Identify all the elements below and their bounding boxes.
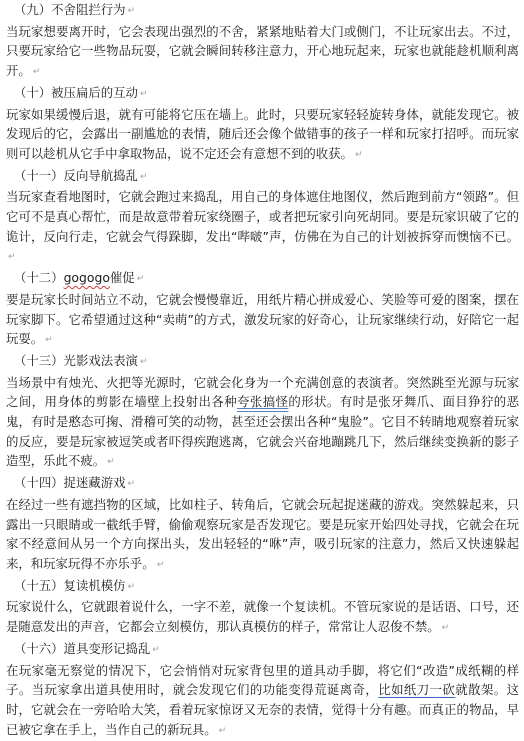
paragraph-mark-icon: ↵ — [128, 2, 136, 22]
section-body-13 — [6, 373, 519, 474]
section-body-14 — [6, 495, 519, 576]
heading-text: （十三）光影戏法表演 — [14, 353, 138, 368]
body-text: 在玩家毫无察觉的情况下，它会悄悄对玩家背包里的道具动手脚，将它们“改造”成纸糊的样子。当玩家拿出道具使用时，就会发现它们的功能变得荒诞离奇， — [6, 663, 519, 698]
section-body-10 — [6, 105, 519, 166]
heading-text: （十一）反向导航捣乱 — [14, 168, 138, 183]
heading-text: （十四）捉迷藏游戏 — [14, 475, 126, 490]
paragraph-mark-icon: ↵ — [8, 248, 16, 268]
paragraph-mark-icon: ↵ — [157, 556, 165, 576]
paragraph-mark-icon: ↵ — [442, 619, 450, 639]
heading-text: （十六）道具变形记捣乱 — [14, 641, 150, 656]
paragraph-mark-icon: ↵ — [219, 722, 227, 741]
grammar-flagged-text[interactable]: 比如纸刀一砍 — [378, 682, 455, 697]
body-text: 在经过一些有遮挡物的区域，比如柱子、转角后，它就会玩起捉迷藏的游戏。突然躲起来，只露出一只眼睛或一截纸手臂，偷偷观察玩家是否发现它。要是玩家开始四处寻找，它就会在玩家不经意间从另一个方向探出头，发出轻轻的“咻”声，吸引玩家的注意力，然后又快速躲起来，和玩家玩得不亦乐乎。 — [6, 497, 519, 571]
paragraph-mark-icon: ↵ — [152, 641, 160, 661]
body-text: 当玩家想要离开时，它会表现出强烈的不舍，紧紧地贴着大门或侧门，不让玩家出去。不过，只要玩家给它一些物品玩耍，它就会瞬间转移注意力，开心地玩起来，玩家也就能趁机顺利离开。 — [6, 24, 519, 78]
body-text: 的形状。有时是张牙舞爪、面目狰狞的恶鬼，有时是憨态可掬、滑稽可笑的动物，甚至还会摆出各种“鬼脸”。它目不转睛地观察着玩家的反应，要是玩家被逗笑或者吓得疾跑逃离，它就会兴奋地蹦跳几下，然后继续变换新的影子造型，乐此不疲。 — [6, 394, 519, 468]
body-text: 要是玩家长时间站立不动，它就会慢慢靠近，用纸片精心拼成爱心、笑脸等可爱的图案，摆在玩家脚下。它希望通过这种“卖萌”的方式，激发玩家的好奇心，让玩家继续行动，好陪它一起玩耍。 — [6, 292, 519, 346]
paragraph-mark-icon: ↵ — [140, 353, 148, 373]
body-text: 玩家说什么，它就跟着说什么，一字不差，就像一个复读机。不管玩家说的是话语、口号，还是随意发出的声音，它都会立刻模仿，那认真模仿的样子，常常让人忍俊不禁。 — [6, 599, 519, 634]
paragraph-mark-icon: ↵ — [33, 63, 41, 83]
heading-text: （九）不舍阻拦行为 — [14, 2, 126, 17]
body-text: 当玩家查看地图时，它就会跑过来捣乱，用自己的身体遮住地图仪，然后跑到前方“领路”。但它可不是真心帮忙，而是故意带着玩家绕圈子，或者把玩家引向死胡同。要是玩家识破了它的诡计，反向行走，它就会气得跺脚，发出“哔啵”声，仿佛在为自己的计划被拆穿而懊恼不已。 — [6, 189, 519, 243]
paragraph-mark-icon: ↵ — [140, 85, 148, 105]
spellcheck-flagged-word[interactable]: gogogo — [64, 270, 110, 285]
paragraph-mark-icon: ↵ — [45, 331, 53, 351]
paragraph-mark-icon: ↵ — [107, 453, 115, 473]
heading-text: （十二） — [14, 270, 64, 285]
section-body-11 — [6, 187, 519, 268]
body-text: 玩家如果缓慢后退，就有可能将它压在墙上。此时，只要玩家轻轻旋转身体，就能发现它。被发现后的它，会露出一副尴尬的表情，随后还会像个做错事的孩子一样和玩家打招呼。而玩家则可以趁机从它手中拿取物品，说不定还会有意想不到的收获。 — [6, 107, 519, 161]
paragraph-mark-icon: ↵ — [355, 146, 363, 166]
section-heading-13 — [6, 351, 519, 373]
section-heading-15 — [6, 576, 519, 598]
paragraph-mark-icon: ↵ — [140, 168, 148, 188]
section-heading-10 — [6, 83, 519, 105]
section-body-15 — [6, 597, 519, 638]
body-text: 就散架。这时，它就会在一旁哈哈大笑，看着玩家惊讶又无奈的表情，觉得十分有趣。而真正的物品，早已被它拿在手上，当作自己的新玩具。 — [6, 682, 519, 736]
section-body-16 — [6, 661, 519, 741]
paragraph-mark-icon: ↵ — [128, 578, 136, 598]
paragraph-mark-icon: ↵ — [128, 475, 136, 495]
body-text: 当场景中有烛光、火把等光源时，它就会化身为一个充满创意的表演者。突然跳至光源与玩家之间，用身体的剪影在墙壁上投射出各种 — [6, 375, 519, 410]
section-heading-14 — [6, 473, 519, 495]
heading-text: （十）被压扁后的互动 — [14, 85, 138, 100]
section-body-9 — [6, 22, 519, 83]
paragraph-mark-icon: ↵ — [137, 270, 145, 290]
section-heading-9 — [6, 0, 519, 22]
grammar-flagged-text[interactable]: 夸张搞怪 — [237, 394, 288, 409]
section-heading-12 — [6, 268, 519, 290]
heading-text: （十五）复读机模仿 — [14, 578, 126, 593]
section-heading-16 — [6, 639, 519, 661]
section-body-12 — [6, 290, 519, 351]
section-heading-11 — [6, 166, 519, 188]
heading-text: 催促 — [110, 270, 135, 285]
